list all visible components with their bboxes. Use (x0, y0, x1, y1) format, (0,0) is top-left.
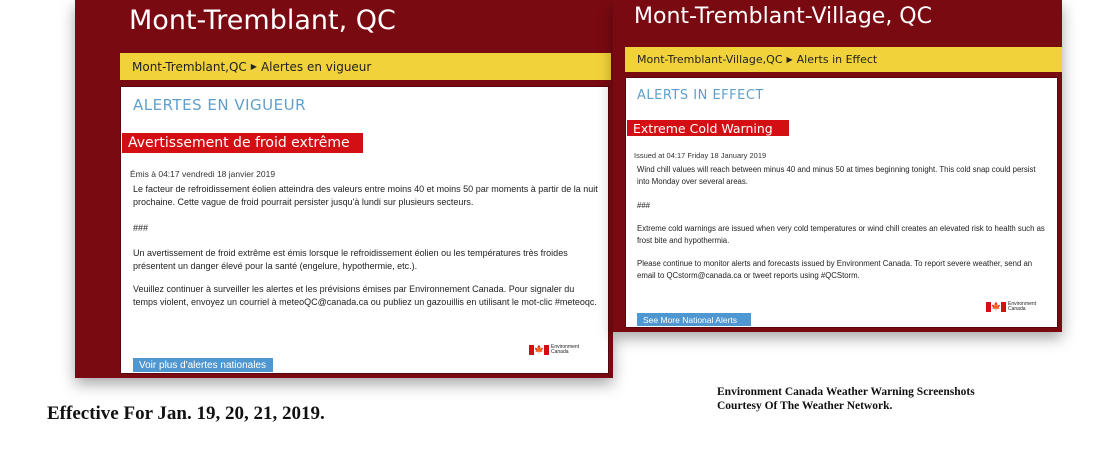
canada-flag-icon: 🍁 (529, 345, 549, 355)
logo-text-line2: Canada (1008, 306, 1026, 312)
environment-canada-logo (529, 345, 579, 355)
left-paragraph-2: ### (133, 223, 149, 233)
right-alert-card (625, 77, 1058, 328)
logo-text-line2: Canada (551, 349, 569, 355)
left-issued-date: Émis à 04:17 vendredi 18 janvier 2019 (130, 169, 276, 179)
left-paragraph-1: Le facteur de refroidissement éolien atteindra des valeurs entre moins 40 et moins 50 par moments à partir de la nuit prochaine. Cette vague de froid pourrait persister jusqu'à lundi sur plusieurs secteurs. (133, 184, 598, 207)
right-paragraph-2: ### (637, 201, 651, 210)
canada-flag-icon: 🍁 (986, 302, 1006, 312)
breadcrumb-arrow-icon: ▶ (786, 55, 793, 64)
right-breadcrumb (625, 47, 1062, 72)
left-warning-title: Avertissement de froid extrême (122, 133, 363, 153)
right-breadcrumb-page[interactable]: Alerts in Effect (796, 53, 878, 66)
credit-line-1: Environment Canada Weather Warning Screenshots (717, 386, 975, 398)
left-alert-panel (75, 0, 613, 378)
right-breadcrumb-location[interactable]: Mont-Tremblant-Village,QC (637, 53, 783, 66)
left-breadcrumb-location[interactable]: Mont-Tremblant,QC (132, 59, 247, 74)
logo-text-line1: Environment (551, 344, 580, 350)
effective-dates-caption: Effective For Jan. 19, 20, 21, 2019. (47, 403, 325, 424)
left-breadcrumb (120, 53, 611, 80)
right-paragraph-1: Wind chill values will reach between minus 40 and minus 50 at times beginning tonight. This cold snap could persist into Monday over several areas. (637, 165, 1036, 186)
right-alerts-heading: ALERTS IN EFFECT (637, 88, 764, 103)
left-more-alerts-button[interactable]: Voir plus d'alertes nationales (133, 358, 273, 372)
credit-caption (717, 385, 975, 413)
left-alerts-heading: ALERTES EN VIGUEUR (133, 96, 306, 114)
environment-canada-logo (986, 302, 1036, 312)
right-more-alerts-button[interactable]: See More National Alerts (637, 313, 751, 326)
right-warning-title: Extreme Cold Warning (627, 120, 789, 136)
right-paragraph-3: Extreme cold warnings are issued when very cold temperatures or wind chill creates an elevated risk to health such as frost bite and hypothermia. (637, 224, 1045, 245)
logo-text-line1: Environment (1008, 301, 1037, 307)
left-paragraph-4: Veuillez continuer à surveiller les alertes et les prévisions émises par Environnement Canada. Pour signaler du temps violent, envoyez un courriel à meteoQC@canada.ca ou publiez un gazouillis en utilisant le mot-clic #meteoqc. (133, 284, 597, 307)
right-alert-panel (613, 0, 1062, 332)
breadcrumb-arrow-icon: ▶ (250, 62, 257, 71)
right-panel-title: Mont-Tremblant-Village, QC (634, 4, 932, 29)
credit-line-2: Courtesy Of The Weather Network. (717, 400, 893, 412)
left-alert-card (120, 86, 609, 374)
left-breadcrumb-page[interactable]: Alertes en vigueur (260, 59, 372, 74)
left-panel-title: Mont-Tremblant, QC (129, 5, 396, 36)
right-paragraph-4: Please continue to monitor alerts and forecasts issued by Environment Canada. To report severe weather, send an email to QCstorm@canada.ca or tweet reports using #QCStorm. (637, 259, 1033, 280)
left-paragraph-3: Un avertissement de froid extrême est émis lorsque le refroidissement éolien ou les températures très froides présentent un danger élevé pour la santé (engelure, hypothermie, etc.). (133, 248, 568, 271)
right-issued-date: Issued at 04:17 Friday 18 January 2019 (634, 151, 767, 160)
